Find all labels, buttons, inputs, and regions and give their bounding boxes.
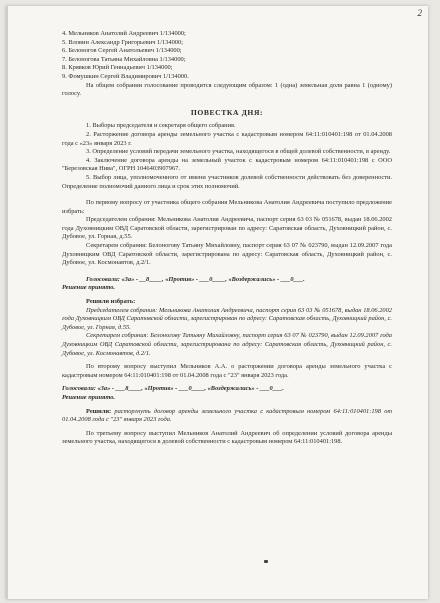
q1-secretary-proposal: Секретарем собрания: Белоногову Татьяну Михайловну, паспорт серия 63 07 № 023790, выдан 12.09.2007 года Духовницким ОВД Саратовской области, зарегистрирована по адресу: Саратовская область, Духовницкий район, с. Дубовое, ул. Космонавтов, д.2/1. bbox=[62, 242, 392, 267]
q2-result: Решение принято. bbox=[62, 393, 116, 401]
q2-vote: Голосовали: «За» - ___8____, «Против» - ___0____, «Воздержались» - ___0___. bbox=[62, 385, 284, 393]
agenda-item: 3. Определение условий передачи земельного участка, находящегося в общей долевой собственности, в аренду. bbox=[86, 148, 391, 156]
member-item: 9. Фомушкин Сергей Владимирович 1/134000. bbox=[62, 72, 189, 80]
q1-decided-heading: Решили избрать: bbox=[86, 298, 136, 306]
page-number: 2 bbox=[417, 8, 422, 18]
document-body bbox=[62, 30, 392, 447]
q2-decided-text: расторгнуть договор аренды земельного участка с кадастровым номером 64:11:010401:198 от 01.04.2008 года с "23" января 2023 года. bbox=[62, 407, 392, 424]
members-list bbox=[62, 30, 392, 82]
q1-decided-secretary: Секретарем собрания: Белоногову Татьяну Михайловну, паспорт серия 63 07 № 023790, выдан 12.09.2007 года Духовницким ОВД Саратовской области, зарегистрирована по адресу: Саратовская область, Духовницкий район, с. Дубовое, ул. Космонавтов, д.2/1. bbox=[62, 332, 392, 357]
document-page bbox=[6, 6, 428, 599]
agenda-item: 5. Выбор лица, уполномоченного от имени участников долевой собственности действовать без доверенности. Определение полномочий данного лица и срок этих полномочий. bbox=[62, 173, 392, 190]
member-item: 8. Крявков Юрий Геннадьевич 1/134000; bbox=[62, 64, 173, 72]
q1-result: Решение принято. bbox=[62, 284, 116, 292]
q1-decided-chair: Председателем собрания: Мельникова Анатолия Андреевича, паспорт серия 63 03 № 051678, выдан 18.06.2002 года Духовницким ОВД Саратовской области, зарегистрирован по адресу: Саратовская область, Духовницкий район, с. Дубовое, ул. Горная, д.55. bbox=[62, 306, 392, 331]
q1-intro: По первому вопросу от участника общего собрания Мельникова Анатолия Андреевича поступило предложение избрать: bbox=[62, 199, 392, 215]
agenda-title: ПОВЕСТКА ДНЯ: bbox=[190, 107, 264, 117]
agenda-item: 2. Расторжение договора аренды земельного участка с кадастровым номером 64:11:010401:198 от 01.04.2008 года с «23» января 2023 г. bbox=[62, 130, 392, 147]
agenda-item: 1. Выборы председателя и секретаря общего собрания. bbox=[86, 122, 236, 130]
ink-mark bbox=[264, 560, 268, 563]
agenda-item: 4. Заключение договора аренды на земельный участок с кадастровым номером 64:11:010401:198 с ООО "Березовская Нива", ОГРН 1046403907967. bbox=[62, 156, 392, 173]
voting-rule: На общем собрании голосование проводится следующим образом: 1 (одна) земельная доля равна 1 (одному) голосу. bbox=[62, 81, 392, 98]
q1-vote: Голосовали: «За» - __8____, «Против» - ___0____, «Воздержались» - ___0___. bbox=[86, 275, 305, 283]
member-item: 6. Белоногов Сергей Анатольевич 1/134000; bbox=[62, 47, 182, 55]
q2-decided-label: Решили: bbox=[86, 407, 112, 415]
agenda-list bbox=[62, 122, 392, 191]
member-item: 4. Мельников Анатолий Андреевич 1/134000; bbox=[62, 30, 186, 37]
page-edge bbox=[6, 6, 8, 599]
q1-chair-proposal: Председателем собрания: Мельникова Анатолия Андреевича, паспорт серия 63 03 № 051678, выдан 18.06.2002 года Духовницким ОВД Саратовской области, зарегистрирован по адресу: Саратовская область, Духовницкий район, с. Дубовое, ул. Горная, д.55. bbox=[62, 216, 392, 241]
q3-intro: По третьему вопросу выступил Мельников Анатолий Андреевич об определении условий договора аренды земельного участка, находящегося в долевой собственности с кадастровым номером 64:11:010401:198. bbox=[62, 429, 392, 446]
member-item: 5. Вловин Александр Григорьевич 1/134000; bbox=[62, 38, 183, 46]
member-item: 7. Белоногова Татьяна Михайловна 1/134000; bbox=[62, 55, 186, 63]
q2-intro: По второму вопросу выступил Мельников А.А. о расторжении договора аренды земельного участка с кадастровым номером 64:11:010401:198 от 01.04.2008 года с "23" января 2023 года. bbox=[62, 363, 392, 379]
q2-decision bbox=[62, 408, 392, 425]
